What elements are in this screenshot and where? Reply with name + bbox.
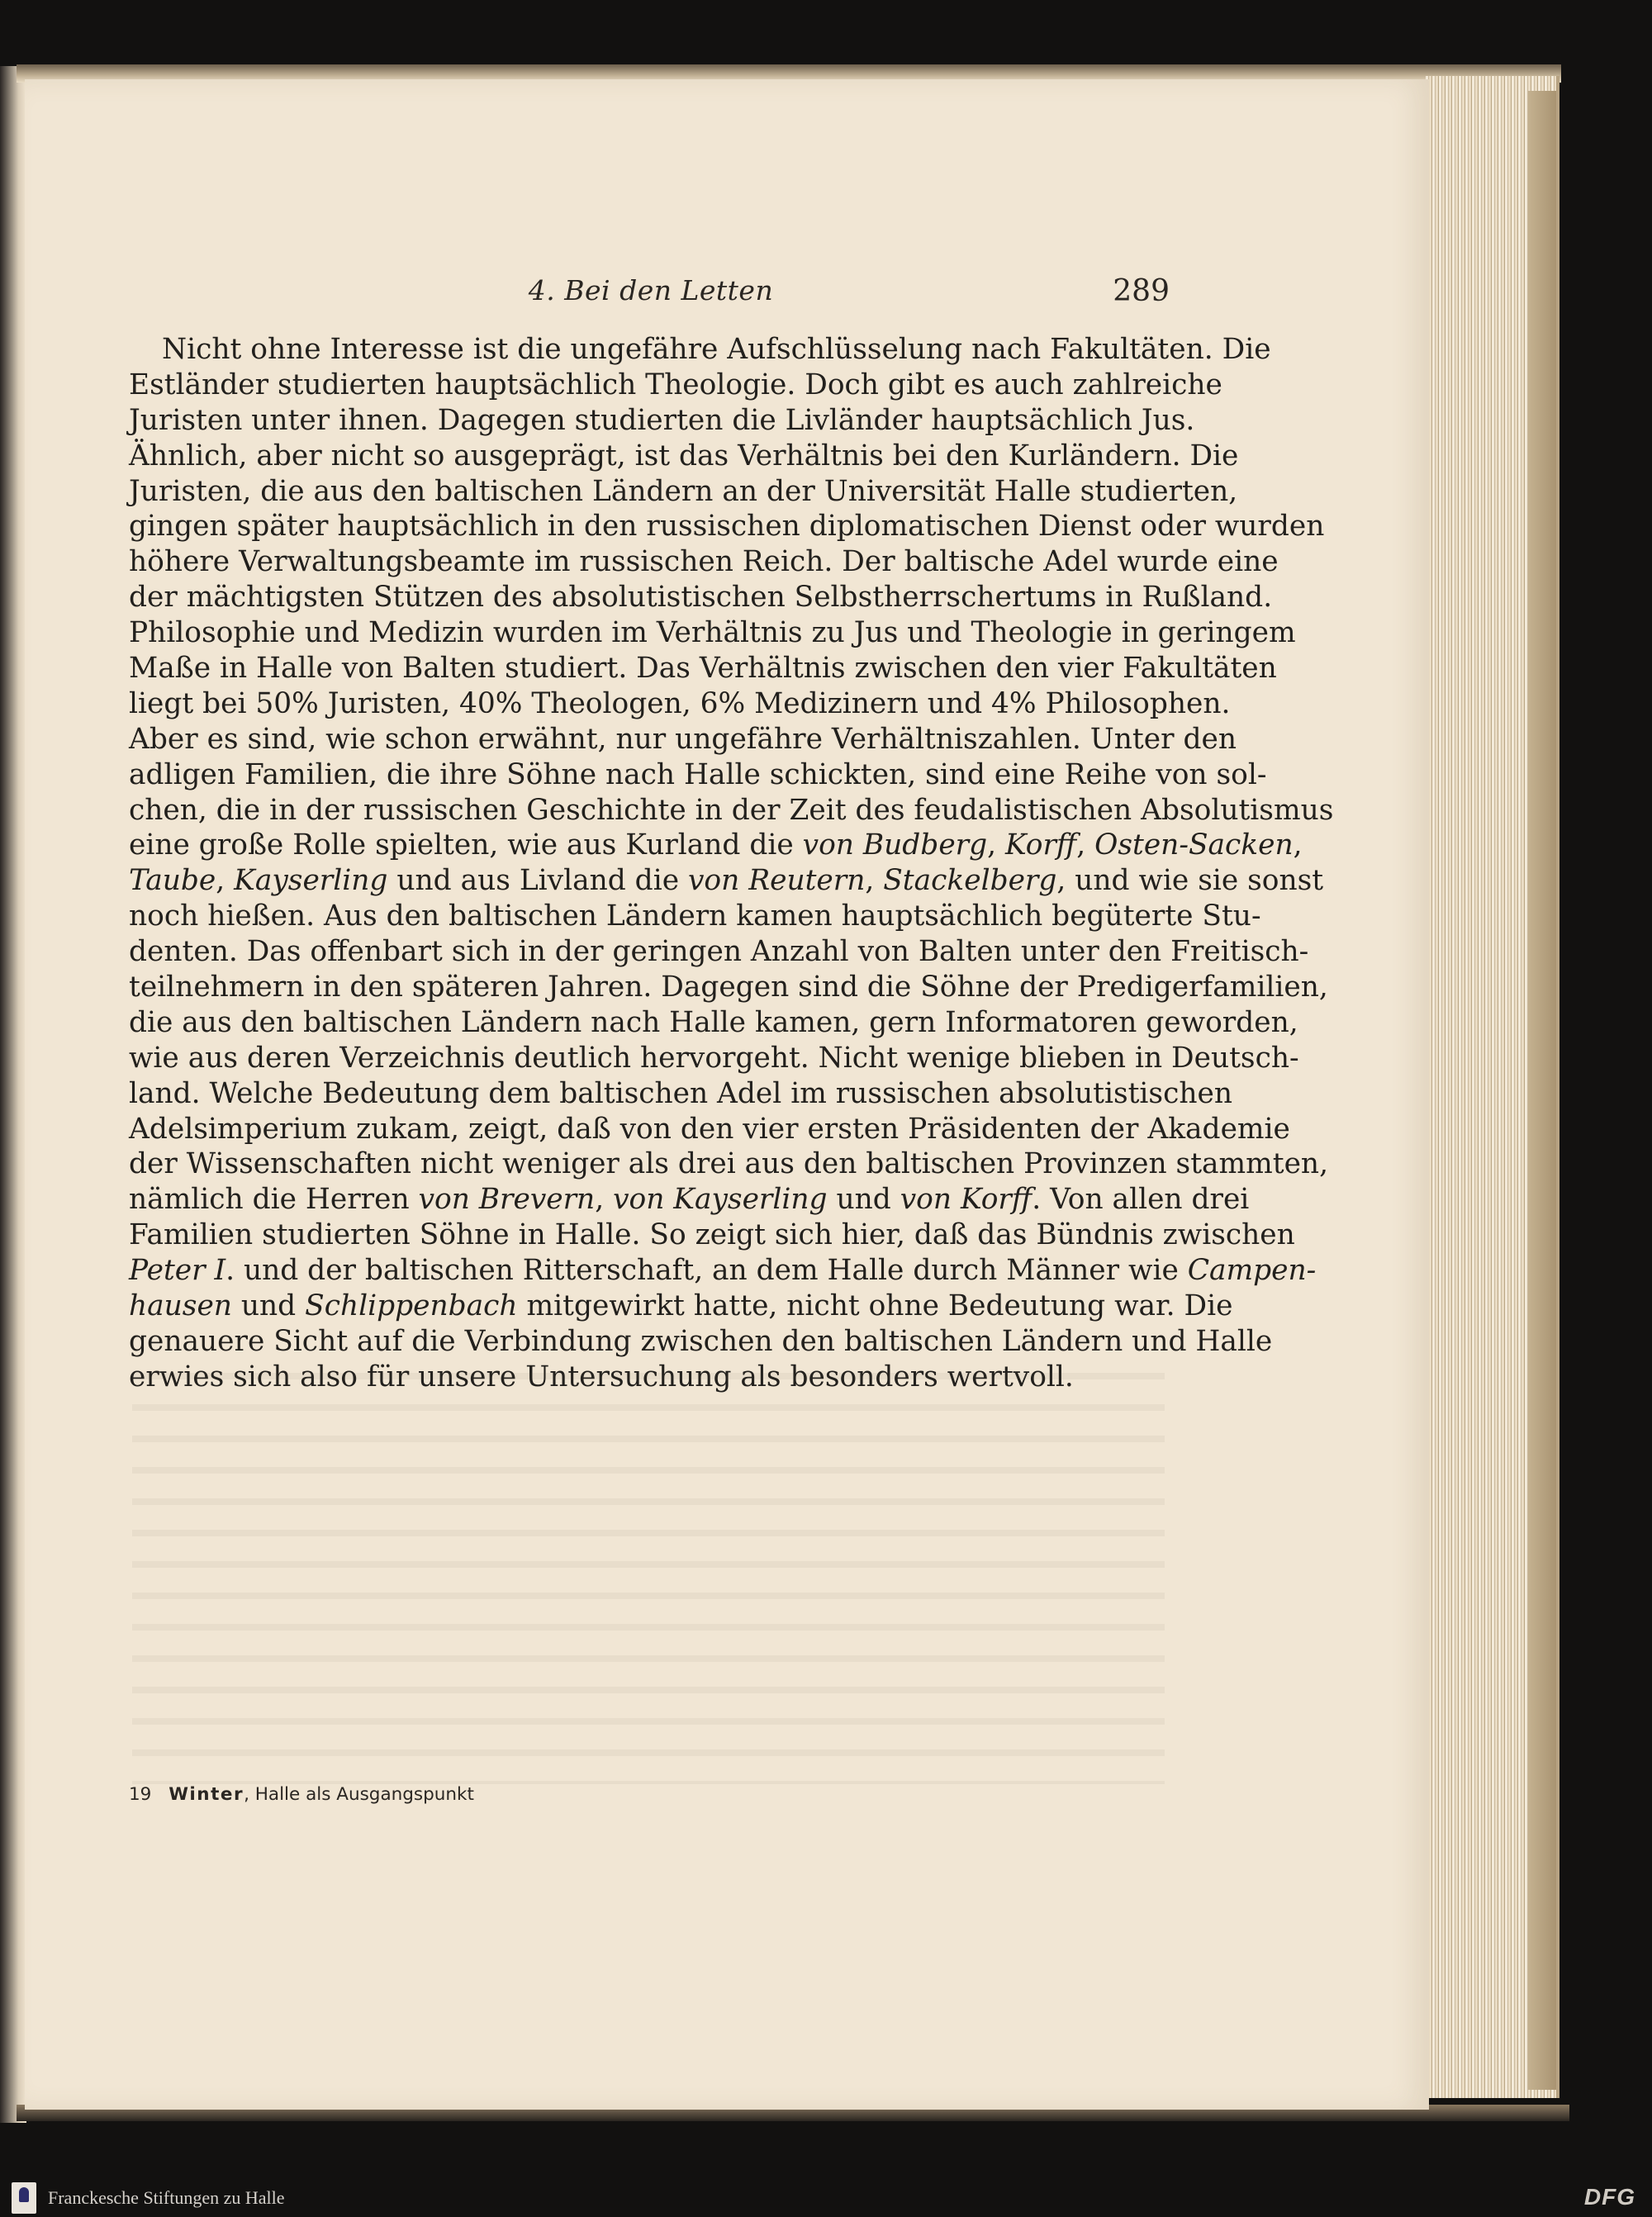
family-name: Kayserling [234,864,388,898]
text-line: Adelsimperium zukam, zeigt, daß von den vier ersten Präsidenten der Akademie [129,1112,1290,1146]
text-line: chen, die in der russischen Geschichte in der Zeit des feudalistischen Absolutismus [129,793,1334,827]
chapter-title: 4. Bei den Letten [528,274,774,306]
family-name: Campen- [1187,1254,1317,1288]
page-number: 289 [1113,274,1170,308]
bleed-through-text [132,1355,1165,1784]
text-line: Familien studierten Söhne in Halle. So zeigt sich hier, daß das Bündnis zwischen [129,1218,1295,1252]
text-line: wie aus deren Verzeichnis deutlich hervorgeht. Nicht wenige blieben in Deutsch- [129,1041,1299,1075]
institution-name: Franckesche Stiftungen zu Halle [48,2187,285,2208]
text-line: eine große Rolle spielten, wie aus Kurland die von Budberg, Korff, Osten-Sacken, [129,828,1303,862]
right-cover-edge [1528,91,1556,2090]
family-name: Stackelberg [883,864,1057,898]
family-name: Schlippenbach [305,1289,518,1323]
family-name: von Kayserling [613,1183,828,1217]
family-name: hausen [129,1289,232,1323]
person-name: Peter I [129,1254,226,1288]
signature-author: Winter [169,1784,244,1805]
text-line: hausen und Schlippenbach mitgewirkt hatte, nicht ohne Bedeutung war. Die [129,1289,1233,1323]
printer-signature [129,1784,474,1805]
text-line: liegt bei 50% Juristen, 40% Theologen, 6% Medizinern und 4% Philosophen. [129,686,1231,720]
family-name: von Reutern [687,864,866,898]
text-line: Juristen, die aus den baltischen Ländern an der Universität Halle studierten, [129,474,1238,508]
family-name: Osten-Sacken [1094,828,1294,862]
text-line: gingen später hauptsächlich in den russischen diplomatischen Dienst oder wurden [129,510,1325,544]
text-line: Estländer studierten hauptsächlich Theologie. Doch gibt es auch zahlreiche [129,368,1222,401]
running-head [132,274,1170,311]
text-line: Maße in Halle von Balten studiert. Das Verhältnis zwischen den vier Fakultäten [129,652,1277,686]
main-paragraph [129,332,1334,1395]
family-name: von Korff [900,1183,1032,1217]
signature-number: 19 [129,1784,152,1805]
text-line: Nicht ohne Interesse ist die ungefähre Aufschlüsselung nach Fakultäten. Die [162,333,1271,366]
family-name: von Budberg [802,828,988,862]
text-line: noch hießen. Aus den baltischen Ländern kamen hauptsächlich begüterte Stu- [129,900,1261,933]
text-line: genauere Sicht auf die Verbindung zwischen den baltischen Ländern und Halle [129,1324,1273,1358]
family-name: Taube [129,864,216,898]
family-name: Korff [1005,828,1077,862]
text-line: Juristen unter ihnen. Dagegen studierten die Livländer hauptsächlich Jus. [129,403,1195,437]
text-line: teilnehmern in den späteren Jahren. Dagegen sind die Söhne der Predigerfamilien, [129,971,1328,1004]
dfg-logo: DFG [1583,2184,1635,2210]
text-line: land. Welche Bedeutung dem baltischen Adel im russischen absolutistischen [129,1076,1232,1110]
text-line: Philosophie und Medizin wurden im Verhältnis zu Jus und Theologie in geringem [129,616,1296,650]
text-line: denten. Das offenbart sich in der geringen Anzahl von Balten unter den Freitisch- [129,935,1309,969]
text-line: nämlich die Herren von Brevern, von Kayserling und von Korff. Von allen drei [129,1183,1250,1217]
text-line: die aus den baltischen Ländern nach Halle kamen, gern Informatoren geworden, [129,1005,1298,1039]
text-line: erwies sich also für unsere Untersuchung als besonders wertvoll. [129,1360,1074,1393]
text-line: adligen Familien, die ihre Söhne nach Halle schickten, sind eine Reihe von sol- [129,757,1267,791]
family-name: von Brevern [418,1183,596,1217]
text-line: Aber es sind, wie schon erwähnt, nur ungefähre Verhältniszahlen. Unter den [129,722,1237,756]
text-line: höhere Verwaltungsbeamte im russischen Reich. Der baltische Adel wurde eine [129,545,1279,579]
text-line: der mächtigsten Stützen des absolutistischen Selbstherrschertums in Rußland. [129,581,1273,615]
text-line: der Wissenschaften nicht weniger als drei aus den baltischen Provinzen stammten, [129,1147,1328,1181]
left-cover-edge [0,66,26,2123]
text-line: Peter I. und der baltischen Ritterschaft, an dem Halle durch Männer wie Campen- [129,1254,1317,1288]
signature-title: , Halle als Ausgangspunkt [244,1784,474,1805]
text-line: Taube, Kayserling und aus Livland die von Reutern, Stackelberg, und wie sie sonst [129,864,1324,898]
institution-logo-icon [12,2182,36,2214]
text-line: Ähnlich, aber nicht so ausgeprägt, ist das Verhältnis bei den Kurländern. Die [129,439,1239,472]
